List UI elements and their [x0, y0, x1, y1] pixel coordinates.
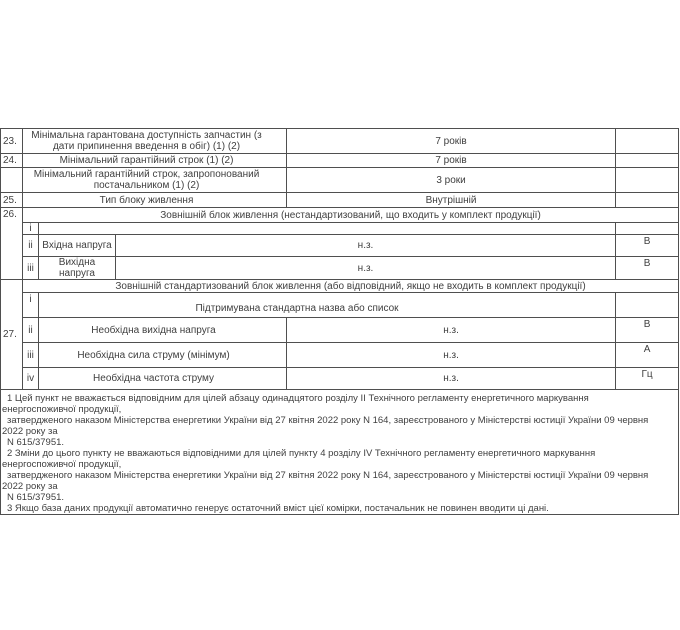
- row-27-i: [1, 293, 679, 318]
- row-26-ii-index: ii: [23, 235, 39, 257]
- footnote-line: 1 Цей пункт не вважається відповідним для цілей абзацу одинадцятого розділу II Технічного регламенту енергетичного маркування: [7, 393, 589, 404]
- table-row-25: [1, 193, 679, 208]
- row-27-number: 27.: [1, 280, 23, 390]
- row-26-number: 26.: [1, 208, 23, 280]
- row-25-label: Тип блоку живлення: [23, 193, 287, 208]
- row-23-value: 7 років: [287, 129, 616, 154]
- row-27-i-unit: [616, 293, 679, 318]
- footnote-line: 2022 року за: [2, 426, 58, 437]
- row-27-iii: [1, 343, 679, 368]
- row-27-ii-unit: В: [616, 318, 679, 343]
- row-supplier-value: 3 роки: [287, 168, 616, 193]
- section-26-header: Зовнішній блок живлення (нестандартизований, що входить у комплект продукції): [23, 208, 679, 223]
- footnote-line: N 615/37951.: [7, 437, 65, 448]
- row-23-label: Мінімальна гарантована доступність запчастин (з дати припинення введення в обіг) (1) (2): [23, 129, 287, 154]
- row-26-i-index: i: [23, 223, 39, 235]
- product-fiche-table: [0, 128, 679, 515]
- row-24-value: 7 років: [287, 154, 616, 168]
- row-26-ii-label: Вхідна напруга: [39, 235, 116, 257]
- row-26-i-value: [39, 223, 616, 235]
- footnotes-row: [1, 390, 679, 515]
- row-26-iii-value: н.з.: [116, 257, 616, 280]
- row-27-ii-label: Необхідна вихідна напруга: [39, 318, 287, 343]
- footnote-line: затвердженого наказом Міністерства енергетики України від 27 квітня 2022 року N 164, зареєстрованого у Міністерстві юстиції України 09 червня: [7, 470, 649, 481]
- row-supplier-number: [1, 168, 23, 193]
- footnote-line: 3 Якщо база даних продукції автоматично генерує остаточний вміст цієї комірки, постачальник не повинен вводити ці дані.: [7, 503, 549, 514]
- row-27-ii-value: н.з.: [287, 318, 616, 343]
- row-27-iii-unit: А: [616, 343, 679, 368]
- footnote-line: 2022 року за: [2, 481, 58, 492]
- row-27-i-index: i: [23, 293, 39, 318]
- row-24-label: Мінімальний гарантійний строк (1) (2): [23, 154, 287, 168]
- row-23-unit: [616, 129, 679, 154]
- row-26-i-unit: [616, 223, 679, 235]
- footnotes-cell: [1, 390, 679, 515]
- row-26-iii-label: Вихідна напруга: [39, 257, 116, 280]
- footnote-line: енергоспоживчої продукції,: [2, 459, 122, 470]
- footnote-line: затвердженого наказом Міністерства енергетики України від 27 квітня 2022 року N 164, зареєстрованого у Міністерстві юстиції України 09 червня: [7, 415, 649, 426]
- row-27-ii-index: ii: [23, 318, 39, 343]
- footnote-line: енергоспоживчої продукції,: [2, 404, 122, 415]
- row-27-iii-index: iii: [23, 343, 39, 368]
- row-26-iii: [1, 257, 679, 280]
- row-25-value: Внутрішній: [287, 193, 616, 208]
- section-26-header-row: [1, 208, 679, 223]
- row-27-iv-unit: Гц: [616, 368, 679, 390]
- row-26-iii-unit: В: [616, 257, 679, 280]
- row-25-unit: [616, 193, 679, 208]
- row-27-iv-label: Необхідна частота струму: [39, 368, 287, 390]
- section-27-header-row: [1, 280, 679, 293]
- row-27-i-label: Підтримувана стандартна назва або список: [39, 293, 616, 318]
- row-24-number: 24.: [1, 154, 23, 168]
- row-27-iii-label: Необхідна сила струму (мінімум): [39, 343, 287, 368]
- row-26-ii-value: н.з.: [116, 235, 616, 257]
- row-26-ii-unit: В: [616, 235, 679, 257]
- footnote-line: 2 Зміни до цього пункту не вважаються відповідними для цілей пункту 4 розділу IV Технічного регламенту енергетичного маркування: [7, 448, 596, 459]
- table-row-supplier-guarantee: [1, 168, 679, 193]
- table-row-24: [1, 154, 679, 168]
- section-27-header: Зовнішній стандартизований блок живлення (або відповідний, якщо не входить в комплект продукції): [23, 280, 679, 293]
- row-23-number: 23.: [1, 129, 23, 154]
- row-supplier-label: Мінімальний гарантійний строк, запропонований постачальником (1) (2): [23, 168, 287, 193]
- footnote-line: N 615/37951.: [7, 492, 65, 503]
- row-26-ii: [1, 235, 679, 257]
- row-26-iii-index: iii: [23, 257, 39, 280]
- row-27-iv: [1, 368, 679, 390]
- row-27-iv-index: iv: [23, 368, 39, 390]
- row-27-ii: [1, 318, 679, 343]
- row-26-i: [1, 223, 679, 235]
- row-24-unit: [616, 154, 679, 168]
- row-25-number: 25.: [1, 193, 23, 208]
- row-supplier-unit: [616, 168, 679, 193]
- row-27-iv-value: н.з.: [287, 368, 616, 390]
- table-row-23: [1, 129, 679, 154]
- row-27-iii-value: н.з.: [287, 343, 616, 368]
